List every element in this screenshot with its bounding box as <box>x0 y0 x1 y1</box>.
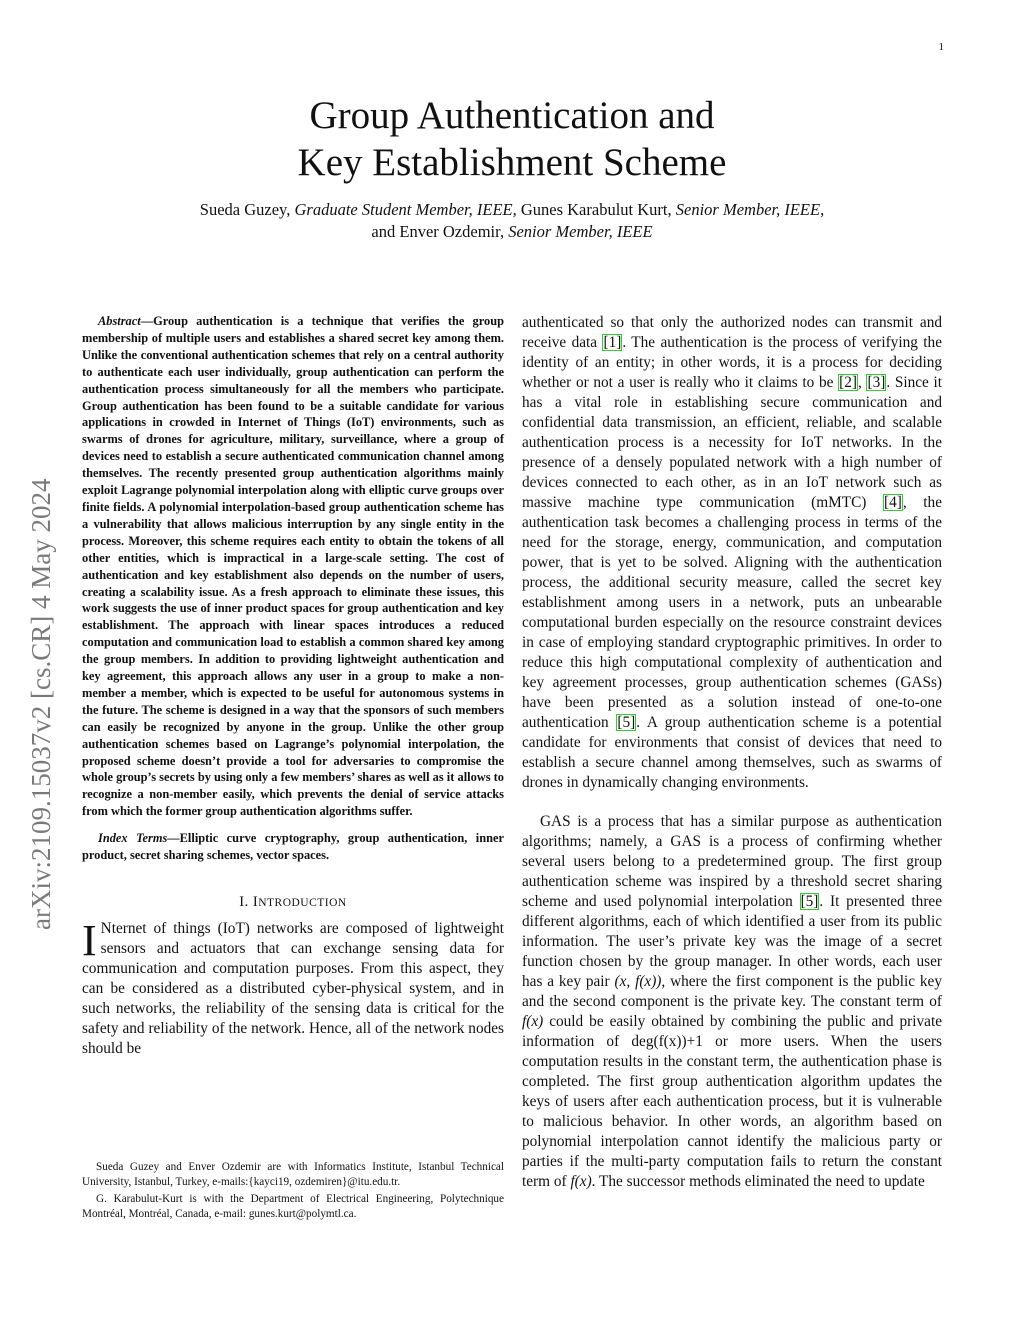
footnote-1: Sueda Guzey and Enver Ozdemir are with Informatics Institute, Istanbul Technical University, Istanbul, Turkey, e-mails:{kayci19, ozdemiren}@itu.edu.tr. <box>82 1161 504 1188</box>
text-run: authenticated so that only the authorized nodes can transmit and receive data <box>522 314 942 351</box>
abstract-text: —Group authentication is a technique that verifies the group membership of multiple users and establishes a shared secret key among them. Unlike the conventional authentication schemes that rely on a central authority to authenticate each user individually, group authentication can perform the authentication process simultaneously for all the members who participate. Group authentication has been found to be a suitable candidate for various applications in crowded in Internet of Things (IoT) environments, such as swarms of drones for agriculture, military, surveillance, where a group of devices need to establish a secure authenticated communication channel among themselves. The recently presented group authentication algorithms mainly exploit Lagrange polynomial interpolation along with elliptic curve groups over finite fields. A polynomial interpolation-based group authentication scheme has a vulnerability that allows malicious interruption by any single entity in the process. Moreover, this scheme requires each entity to obtain the tokens of all other entities, which is impractical in a large-scale setting. The cost of authentication and key establishment also depends on the number of users, creating a scalability issue. As a fresh approach to eliminate these issues, this work suggests the use of inner product spaces for group authentication and key establishment. The approach with linear spaces introduces a reduced computation and communication load to establish a common shared key among the group members. In addition to providing lightweight authentication and key agreement, this approach allows any user in a group to make a non-member a member, which is expected to be useful for autonomous systems in the future. The scheme is designed in a way that the sponsors of such members can easily be recognized by anyone in the group. Unlike the other group authentication schemes based on Lagrange’s polynomial interpolation, the proposed scheme doesn’t provide a tool for adversaries to compromise the whole group’s secrets by using only a few members’ shares as well as it allows to recognize a non-member easily, which prevents the denial of service attacks from which the former group authentication algorithms suffer. <box>82 314 504 819</box>
section-title-rest: NTRODUCTION <box>258 897 347 909</box>
author-3-role: Senior Member, IEEE <box>508 222 653 241</box>
intro-text: Nternet of things (IoT) networks are composed of lightweight sensors and actuators that can exchange sensing data for communication and computation purposes. From this aspect, they can be considered as a distributed cyber-physical system, and in such networks, the reliability of the sensing data is critical for the safety and reliability of the network. Hence, all of the network nodes should be <box>82 920 504 1057</box>
text-run: . The authentication is the process of verifying the identity of an entity; in other words, it is a process for deciding whether or not a user is really who it claims to be <box>522 334 942 391</box>
paper-title <box>0 92 1024 186</box>
math-expression: deg(f(x))+1 <box>631 1033 703 1050</box>
math-expression: f(x) <box>522 1013 544 1030</box>
text-run: . The successor methods eliminated the need to update <box>591 1173 925 1190</box>
section-number: I. <box>239 894 253 910</box>
index-terms-lead: Index Terms <box>98 831 168 846</box>
abstract <box>82 313 504 820</box>
citation-link[interactable]: [2] <box>839 374 857 391</box>
dropcap: I <box>82 916 97 965</box>
author-list <box>0 199 1024 243</box>
footnotes <box>82 1160 504 1224</box>
text-run: or more users. When the users computation results in the constant term, the authentication phase is completed. The first group authentication algorithm updates the keys of users after each authentication process, but it is vulnerable to malicious behavior. In other words, an algorithm based on polynomial interpolation cannot identify the malicious party or parties if the multi-party computation fails to return the constant term of <box>522 1033 942 1190</box>
footnote-2: G. Karabulut-Kurt is with the Department of Electrical Engineering, Polytechnique Montréal, Montréal, Canada, e-mail: gunes.kurt@polymtl.ca. <box>82 1193 504 1220</box>
page-number: 1 <box>938 41 944 53</box>
right-paragraph-1 <box>522 313 942 793</box>
intro-paragraph <box>82 916 504 1059</box>
right-column <box>522 313 942 1192</box>
index-terms <box>82 830 504 864</box>
abstract-lead: Abstract <box>98 314 141 328</box>
author-line-1 <box>0 199 1024 221</box>
citation-link[interactable]: [3] <box>867 374 886 391</box>
math-expression: (x, f(x)) <box>614 973 662 990</box>
left-column <box>82 313 504 1059</box>
citation-link[interactable]: [1] <box>603 334 622 351</box>
text-run: . A group authentication scheme is a potential candidate for environments that consist of devices that need to establish a secure channel among themselves, such as swarms of drones in dynamically changing environments. <box>522 714 942 791</box>
text-run: , <box>857 374 867 391</box>
section-heading-introduction <box>82 894 504 911</box>
index-terms-text: —Elliptic curve cryptography, group authentication, inner product, secret sharing schemes, vector spaces. <box>82 831 504 863</box>
citation-link[interactable]: [5] <box>800 893 819 910</box>
title-line-2: Key Establishment Scheme <box>297 141 727 184</box>
author-3-name: and Enver Ozdemir, <box>371 222 509 241</box>
author-1-role: Graduate Student Member, IEEE, <box>294 200 517 219</box>
text-run: , where the first component is the public key and the second component is the private key. The constant term of <box>522 973 942 1010</box>
author-2-role: Senior Member, IEEE, <box>675 200 825 219</box>
math-expression: f(x) <box>570 1173 592 1190</box>
text-run: could be easily obtained by combining the public and private information of <box>522 1013 942 1050</box>
text-run: , the authentication task becomes a challenging process in terms of the need for the storage, energy, communication, and computation power, that is yet to be solved. Aligning with the authentication process, the additional security measure, called the secret key establishment among users in a network, puts an unbearable computational burden especially on the resource constraint devices in case of employing standard cryptographic primitives. In order to reduce this high computational complexity of authentication and key agreement processes, group authentication schemes (GASs) have been presented as a solution instead of one-to-one authentication <box>522 494 942 731</box>
arxiv-identifier-stamp: arXiv:2109.15037v2 [cs.CR] 4 May 2024 <box>26 478 56 930</box>
text-run: GAS is a process that has a similar purpose as authentication algorithms; namely, a GAS is a process of confirming whether several users belong to a predetermined group. The first group authentication scheme was inspired by a threshold secret sharing scheme and used polynomial interpolation <box>522 813 942 910</box>
author-1-name: Sueda Guzey, <box>199 200 295 219</box>
author-2-name: Gunes Karabulut Kurt, <box>516 200 676 219</box>
citation-link[interactable]: [4] <box>884 494 902 511</box>
author-line-2 <box>0 221 1024 243</box>
section-title-first: I <box>252 894 259 910</box>
title-line-1: Group Authentication and <box>309 94 715 137</box>
text-run: . It presented three different algorithms, each of which identified a user from its public information. The user’s private key was the image of a secret function chosen by the group manager. In other words, each user has a key pair <box>522 893 942 990</box>
citation-link[interactable]: [5] <box>617 714 636 731</box>
text-run: . Since it has a vital role in establishing secure communication and confidential data transmission, an efficient, reliable, and scalable authentication process is a necessity for IoT networks. In the presence of a densely populated network with a high number of devices connected to each other, as in an IoT network such as massive machine type communication (mMTC) <box>522 374 942 511</box>
right-paragraph-2 <box>522 812 942 1192</box>
